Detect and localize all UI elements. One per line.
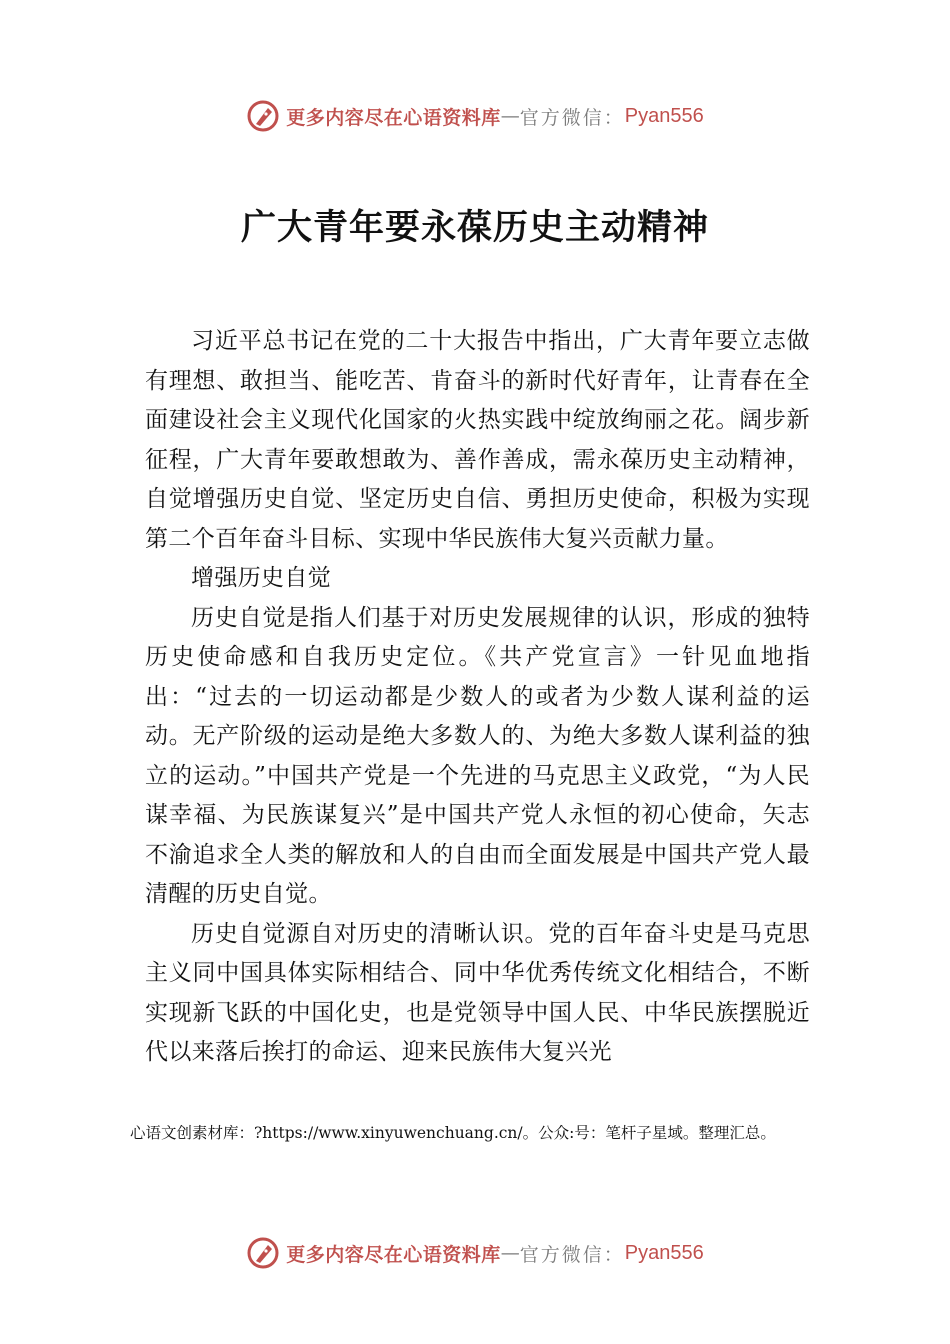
header-banner (0, 96, 950, 136)
document-body (145, 322, 810, 1073)
pen-nib-logo-icon (246, 99, 280, 133)
banner-dash: — (500, 105, 520, 127)
paragraph-intro: 习近平总书记在党的二十大报告中指出，广大青年要立志做有理想、敢担当、能吃苦、肯奋斗的新时代好青年，让青春在全面建设社会主义现代化国家的火热实践中绽放绚丽之花。阔步新征程，广大青年要敢想敢为、善作善成，需永葆历史主动精神，自觉增强历史自觉、坚定历史自信、勇担历史使命，积极为实现第二个百年奋斗目标、实现中华民族伟大复兴贡献力量。 (145, 328, 810, 552)
wechat-id: Pyan556 (624, 104, 704, 127)
wechat-id: Pyan556 (624, 1241, 704, 1264)
page-title: 广大青年要永葆历史主动精神 (240, 207, 709, 248)
wechat-label: 官方微信： (519, 106, 625, 129)
paragraph-history-awareness: 历史自觉是指人们基于对历史发展规律的认识，形成的独特历史使命感和自我历史定位。《共产党宣言》一针见血地指出：“过去的一切运动都是少数人的或者为少数人谋利益的运动。无产阶级的运动是绝大多数人的、为绝大多数人谋利益的独立的运动。”中国共产党是一个先进的马克思主义政党，“为人民谋幸福、为民族谋复兴”是中国共产党人永恒的初心使命，矢志不渝追求全人类的解放和人的自由而全面发展是中国共产党人最清醒的历史自觉。 (145, 604, 810, 907)
pen-nib-logo-icon (246, 1236, 280, 1270)
footer-note: 心语文创素材库：?https://www.xinyuwenchuang.cn/。公众:号：笔杆子星域。整理汇总。 (130, 1124, 776, 1142)
wechat-label: 官方微信： (519, 1243, 625, 1266)
section-heading: 增强历史自觉 (191, 565, 332, 591)
banner-dash: — (500, 1242, 520, 1264)
footer-banner (0, 1233, 950, 1273)
paragraph-history-source: 历史自觉源自对历史的清晰认识。党的百年奋斗史是马克思主义同中国具体实际相结合、同中华优秀传统文化相结合，不断实现新飞跃的中国化史，也是党领导中国人民、中华民族摆脱近代以来落后挨打的命运、迎来民族伟大复兴光 (145, 920, 810, 1065)
brand-text: 更多内容尽在心语资料库 (286, 1243, 501, 1266)
brand-text: 更多内容尽在心语资料库 (286, 106, 501, 129)
